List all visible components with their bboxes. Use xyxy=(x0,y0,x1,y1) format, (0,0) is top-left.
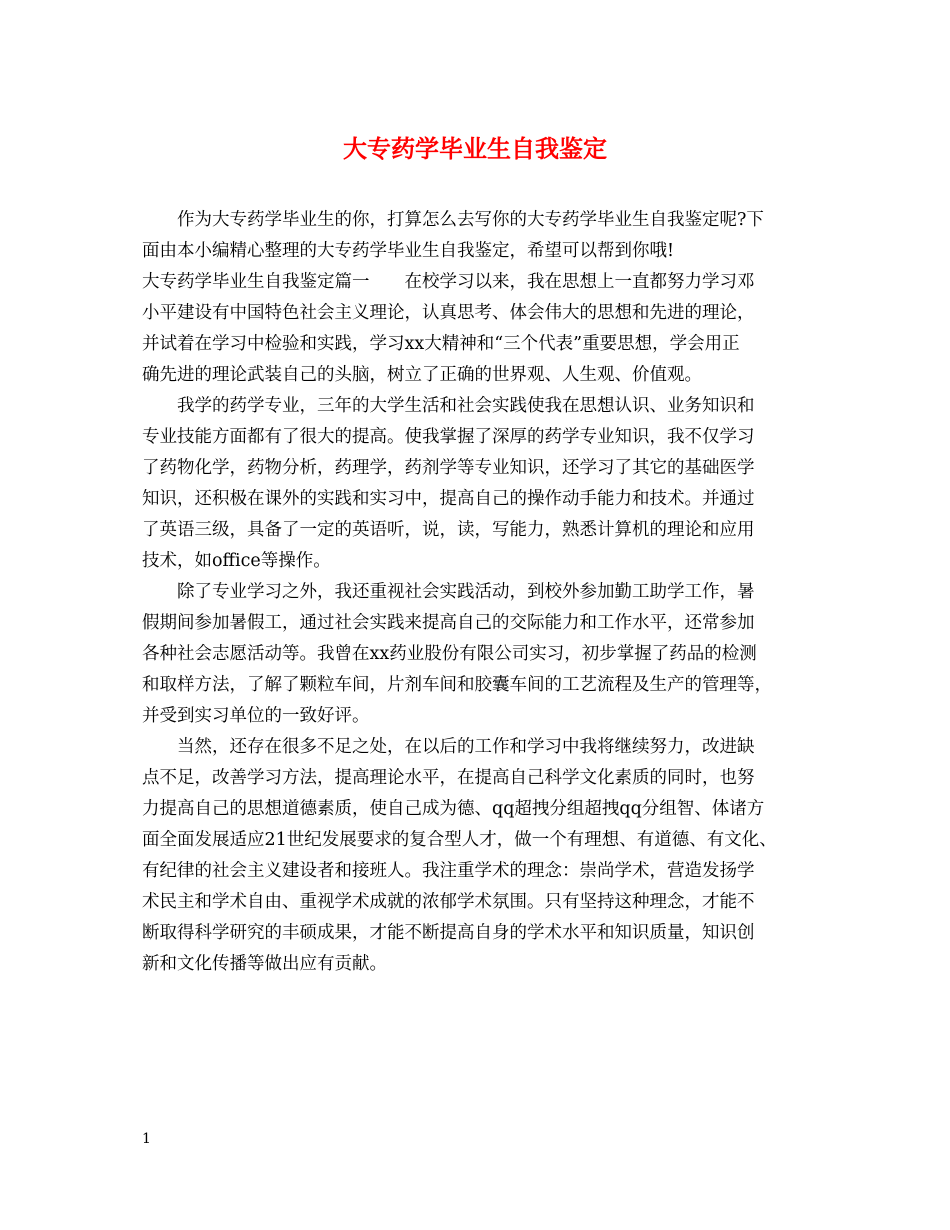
text-line: 并试着在学习中检验和实践，学习xx大精神和“三个代表”重要思想，学会用正 xyxy=(142,334,740,354)
text-line: 新和文化传播等做出应有贡献。 xyxy=(142,954,387,974)
text-line: 有纪律的社会主义建设者和接班人。我注重学术的理念：崇尚学术，营造发扬学 xyxy=(142,861,755,881)
text-line: 了药物化学，药物分析，药理学，药剂学等专业知识，还学习了其它的基础医学 xyxy=(142,458,755,478)
text-line: 并受到实习单位的一致好评。 xyxy=(142,706,370,726)
text-line: 技术，如office等操作。 xyxy=(142,551,331,571)
text-line: 小平建设有中国特色社会主义理论，认真思考、体会伟大的思想和先进的理论， xyxy=(142,303,755,323)
text-line: 了英语三级，具备了一定的英语听，说，读，写能力，熟悉计算机的理论和应用 xyxy=(142,520,755,540)
text-line: 除了专业学习之外，我还重视社会实践活动，到校外参加勤工助学工作，暑 xyxy=(177,582,755,602)
text-line: 作为大专药学毕业生的你，打算怎么去写你的大专药学毕业生自我鉴定呢?下 xyxy=(177,210,764,230)
text-line: 专业技能方面都有了很大的提高。使我掌握了深厚的药学专业知识，我不仅学习 xyxy=(142,427,755,447)
text-line: 当然，还存在很多不足之处，在以后的工作和学习中我将继续努力，改进缺 xyxy=(177,737,755,757)
document-body xyxy=(142,205,822,980)
text-line: 断取得科学研究的丰硕成果，才能不断提高自身的学术水平和知识质量，知识创 xyxy=(142,923,755,943)
text-line: 我学的药学专业，三年的大学生活和社会实践使我在思想认识、业务知识和 xyxy=(177,396,755,416)
text-line: 大专药学毕业生自我鉴定篇一 在校学习以来，我在思想上一直都努力学习邓 xyxy=(142,272,755,292)
text-line: 确先进的理论武装自己的头脑，树立了正确的世界观、人生观、价值观。 xyxy=(142,365,702,385)
text-line: 面由本小编精心整理的大专药学毕业生自我鉴定，希望可以帮到你哦! xyxy=(142,241,675,261)
text-line: 面全面发展适应21世纪发展要求的复合型人才，做一个有理想、有道德、有文化、 xyxy=(142,830,777,850)
text-line: 假期间参加暑假工，通过社会实践来提高自己的交际能力和工作水平，还常参加 xyxy=(142,613,755,633)
text-line: 术民主和学术自由、重视学术成就的浓郁学术氛围。只有坚持这种理念，才能不 xyxy=(142,892,755,912)
text-line: 知识，还积极在课外的实践和实习中，提高自己的操作动手能力和技术。并通过 xyxy=(142,489,755,509)
text-line: 力提高自己的思想道德素质，使自己成为德、qq超拽分组超拽qq分组智、体诸方 xyxy=(142,799,765,819)
document-title: 大专药学毕业生自我鉴定 xyxy=(343,134,607,163)
text-line: 点不足，改善学习方法，提高理论水平，在提高自己科学文化素质的同时，也努 xyxy=(142,768,755,788)
page-number: 1 xyxy=(142,1131,151,1147)
text-line: 和取样方法，了解了颗粒车间，片剂车间和胶囊车间的工艺流程及生产的管理等， xyxy=(142,675,772,695)
text-line: 各种社会志愿活动等。我曾在xx药业股份有限公司实习，初步掌握了药品的检测 xyxy=(142,644,757,664)
